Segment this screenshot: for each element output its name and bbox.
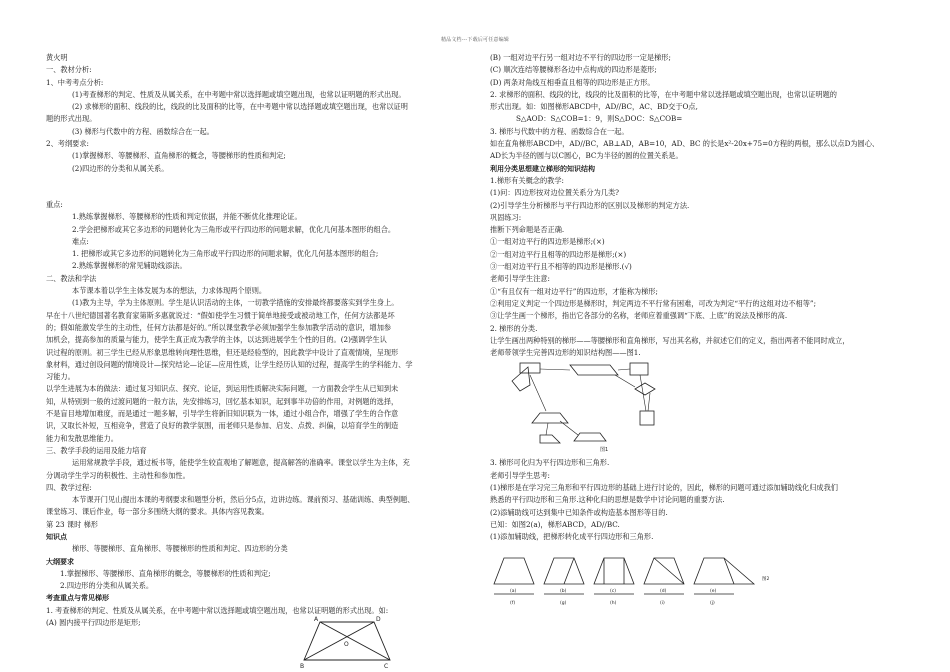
left-text-line: 知识点 (46, 532, 67, 541)
left-text-line: 运用常规教学手段，通过板书等，能使学生较直观地了解题意，提高解答的准确率。课堂以学生为主体，充 (72, 458, 410, 468)
left-text-line: 2.熟练掌握梯形的常见辅助线添法。 (72, 261, 187, 271)
left-text-line: (3) 梯形与代数中的方程、函数综合在一起。 (72, 126, 214, 136)
left-text-line: 象材料，通过创设问题的情境设计—探究结论—论证—应用性质，让学生经历认知的过程，提高学生的学科能力、学 (46, 359, 413, 369)
right-top-text-line: 3. 梯形与代数中的方程、函数综合在一起。 (490, 126, 629, 136)
left-text-line: (2)四边形的分类和从属关系。 (72, 163, 169, 173)
right-top-text-line: S△AOD：S△COB=1：9，则S△DOC：S△COB= (516, 114, 683, 124)
right-top-text-line: 1.梯形有关概念的教学: (490, 175, 564, 185)
left-text-line: 的；假如能激发学生的主动性，任何方法都是好的。”所以课堂教学必须加强学生参加教学活动的意识，增加参 (46, 322, 392, 332)
fig1-node-trapezoid (532, 413, 568, 423)
left-text-line: 2、考纲要求: (46, 139, 89, 149)
right-top-text-line: 巩固练习: (490, 212, 522, 222)
right-bottom-text-line: 熟悉的平行四边形和三角形.这种化归的思想是数学中讨论问题的重要方法. (490, 495, 725, 505)
fig1-node-rhombus (635, 383, 655, 395)
left-text-line: 难点: (72, 236, 89, 246)
left-text-line: 习能力。 (46, 372, 75, 382)
left-text-line: 1. 把梯形或其它多边形的问题转化为三角形或平行四边形的问题求解，优化几何基本图形的组合; (72, 249, 379, 259)
fig1-node-square (640, 411, 654, 425)
diagonal-ac (320, 622, 390, 660)
fig1-caption: 图1 (600, 447, 609, 454)
fig1-arrows (530, 369, 650, 435)
right-top-text-line: (1)问：四边形按对边位置关系分为几类? (490, 188, 620, 198)
left-text-line: 四、教学过程: (46, 482, 92, 492)
fig2-caption: 图2 (762, 576, 770, 582)
right-top-text-line: ③一组对边平行且不相等的四边形是梯形.(√) (490, 262, 632, 272)
left-text-line: 一、教材分析: (46, 65, 92, 75)
left-text-line: 课堂练习、课后作业，每一部分多围绕大纲的要求。具体内容见教案。 (46, 507, 269, 517)
left-text-line: 2.四边形的分类和从属关系。 (60, 581, 154, 591)
trapezoid-conversion-figures (490, 550, 790, 610)
fig2-label-a: (a) (510, 588, 517, 594)
right-top-text-line: 如在直角梯形ABCD中，AD//BC，AB⊥AD，AB=10，AD、BC 的长是x²-20x+75=0方程的两根，那么以点D为圆心、 (490, 139, 880, 149)
left-text-line: (2) 求梯形的面积、线段的比，线段的比及面积的比等，在中考题中常以选择题或填空题出现，也常以证明 (72, 102, 408, 112)
left-text-line: 梯形、等腰梯形、直角梯形、等腰梯形的性质和判定、四边形的分类 (72, 544, 288, 554)
left-text-line: 黄火明 (46, 53, 68, 62)
quadrilateral-structure-figure (500, 361, 680, 453)
right-top-text-line: (2)引导学生分析梯形与平行四边形的区别以及梯形的判定方法. (490, 200, 690, 210)
diagonal-bd (304, 622, 374, 660)
left-text-line: 本节课开门见山提出本课的考纲要求和题型分析，然后分5点，边讲边练。课前预习、基础训练、典型例题、 (72, 495, 415, 505)
fig2-d (644, 558, 684, 584)
left-text-line: 1. 考查梯形的判定、性质及从属关系，在中考题中常以选择题或填空题出现，也常以证明题的形式出现。如: (46, 605, 389, 615)
fig2-label-f: (f) (510, 600, 516, 606)
right-top-text-line: 推断下列命题是否正确. (490, 225, 565, 235)
right-top-text-line: 2. 求梯形的面积、线段的比，线段的比及面积的比等，在中考题中常以选择题或填空题出现，也常以证明题的 (490, 89, 837, 99)
fig2-label-j: (j) (710, 600, 715, 606)
left-text-line: 大纲要求 (46, 557, 74, 566)
left-text-line: 识过程的原则。初三学生已经从形象思维转向理性思维，但还是经验型的，因此教学中设计了直观情境，呈现形 (46, 347, 399, 357)
left-text-line: 以学生进展为本的做法：通过复习知识点、探究、论证，到运用性质解决实际问题，一方面教会学生从已知到未 (46, 384, 399, 394)
right-top-text-line: ②利用定义判定一个四边形是梯形时，判定两边不平行常有困难，可改为判定“平行的这组对边不相等”; (490, 298, 817, 308)
fig2-e (694, 558, 754, 584)
left-text-line: 能力和发散思维能力。 (46, 433, 118, 443)
left-text-line: 1.熟练掌握梯形、等腰梯形的性质和判定依据，并能不断优化推理论证。 (72, 212, 302, 222)
right-bottom-text-line: (1)添加辅助线，把梯形转化成平行四边形和三角形. (490, 532, 654, 542)
left-text-line: 1、中考考点分析: (46, 77, 104, 87)
fig2-c (594, 558, 634, 584)
right-bottom-text-line: (2)添辅助线可达到集中已知条件或构造基本图形等目的. (490, 507, 668, 517)
left-text-line: 三、教学手段的运用及能力培育 (46, 445, 147, 455)
fig2-label-b: (b) (560, 588, 567, 594)
right-top-text-line: 2. 梯形的分类. (490, 323, 538, 333)
left-text-line: (1)掌握梯形、等腰梯形、直角梯形的概念，等腰梯形的性质和判定; (72, 151, 286, 161)
right-top-text-line: 老师引导学生注意: (490, 274, 550, 284)
right-top-text-line: (D) 两条对角线互相垂直且相等的四边形是正方形。 (490, 77, 655, 87)
vertex-c: C (384, 663, 389, 670)
left-text-line: 第 23 课时 梯形 (46, 519, 98, 529)
right-top-text-line: ②一组对边平行且相等的四边形是梯形;(×) (490, 249, 627, 259)
left-text-line: 1.掌握梯形、等腰梯形、直角梯形的概念，等腰梯形的性质和判定; (60, 568, 271, 578)
left-text-line: 二、教法和学法 (46, 273, 97, 283)
fig2-label-e: (e) (710, 588, 717, 594)
left-column (46, 52, 456, 629)
left-text-line: 不是盲目地增加难度，而是通过一题多解，引导学生将新旧知识联为一体，通过小组合作，增强了学生的合作意 (46, 409, 399, 419)
left-text-line: 知，从特别到一般的过渡问题的一般方法，先安排练习，回忆基本知识，起到事半功倍的作用，对例题的选择， (46, 396, 399, 406)
right-top-text-line: 老师带领学生完善四边形的知识结构图——图1. (490, 348, 641, 358)
fig1-node-rect (630, 363, 648, 375)
left-text-line (46, 175, 456, 187)
vertex-b: B (300, 663, 305, 670)
right-top-text-line: ①一组对边平行的四边形是梯形;(×) (490, 237, 605, 247)
fig2-label-i: (i) (660, 600, 665, 606)
left-text-line: 识，又取长补短，互相竞争，营造了良好的教学氛围，而老师只是参加、启发、点拨、纠偏，以培育学生的制造 (46, 421, 399, 431)
right-top-text-line: (C) 顺次连结等腰梯形各边中点构成的四边形是菱形; (490, 65, 657, 75)
left-text-line: (1)教为主导，学为主体原则。学生是认识活动的主体，一切教学措施的安排最终都要落实到学生身上。 (72, 298, 399, 308)
fig2-label-c: (c) (610, 588, 616, 594)
right-bottom-text (490, 457, 920, 543)
left-text-line: 重点: (46, 199, 63, 209)
fig1-node-general (512, 367, 530, 391)
trapezoid-diagram (300, 614, 396, 670)
right-top-text-line: (B) 一组对边平行另一组对边不平行的四边形一定是梯形; (490, 53, 671, 62)
vertex-a: A (314, 616, 319, 623)
fig2-label-h: (h) (610, 600, 617, 606)
right-top-text-line: 让学生画出两种特别的梯形——等腰梯形和直角梯形，写出其名称，并叙述它们的定义，指出两者不能同时成立， (490, 335, 850, 345)
vertex-d: D (376, 616, 381, 623)
right-top-text-line: ①“有且仅有一组对边平行”的四边形，才能称为梯形; (490, 286, 658, 296)
left-text-line: (A) 圆内接平行四边形是矩形; (46, 618, 141, 628)
right-column (490, 52, 920, 610)
fig2-label-g: (g) (560, 600, 567, 606)
intersection-o: O (344, 641, 349, 648)
left-text-line: (1)考查梯形的判定、性质及从属关系，在中考题中常以选择题或填空题出现，也常以证明题的形式出现。 (72, 89, 406, 99)
fig2-b (544, 558, 584, 584)
left-text-line: 加机会，提高参加的质量与能力，使学生真正成为教学的主体，以达到进展学生个性的目的。(2)强调学生认 (46, 335, 387, 345)
right-bottom-text-line: 已知：如图2(a)，梯形ABCD，AD//BC. (490, 519, 620, 529)
fig2-label-d: (d) (660, 588, 667, 594)
right-top-text-line: 利用分类思想建立梯形的知识结构 (490, 164, 595, 173)
left-text-line: 早在十八世纪德国著名教育家第斯多惠就说过：“假如使学生习惯于简单地接受或被动地工作，任何方法都是坏 (46, 310, 395, 320)
fig1-node-parallelogram (570, 365, 618, 375)
left-text-line: 考查重点与常见梯形 (46, 594, 109, 603)
right-top-text-line: AD长为半径的圆与以C圆心，BC为半径的圆的位置关系是。 (490, 151, 683, 161)
right-bottom-text-line: (1)梯形是在学习完三角形和平行四边形的基础上进行讨论的，因此，梯形的问题可通过添加辅助线化归成我们 (490, 483, 838, 493)
left-text-line: 分调动学生学习的积极性、主动性和参加性。 (46, 470, 190, 480)
left-text-line: 题的形式出现。 (46, 114, 97, 124)
right-top-text-line: ③让学生画一个梯形，指出它各部分的名称，老师应着重强调“下底、上底”的说法及梯形的高. (490, 311, 788, 321)
left-text-line: 本节课本着以学生主体发展为本的想法，力求体现两个原则。 (72, 286, 267, 296)
left-text-line (46, 187, 456, 199)
fig1-node-right (540, 435, 560, 443)
fig1-node-isosceles (574, 433, 606, 441)
right-bottom-text-line: 3. 梯形可化归为平行四边形和三角形. (490, 458, 610, 468)
right-bottom-text-line: 老师引导学生思考: (490, 470, 550, 480)
header-note: 精品文档---下载后可任意编辑 (440, 37, 510, 43)
left-text-line: 2.学会把梯形或其它多边形的问题转化为三角形或平行四边形的问题求解，优化几何基本图形的组合。 (72, 224, 396, 234)
fig2-a (494, 558, 534, 584)
right-top-text (490, 52, 920, 359)
right-top-text-line: 形式出现。如：如图梯形ABCD中，AD//BC，AC、BD交于O点, (490, 102, 698, 112)
